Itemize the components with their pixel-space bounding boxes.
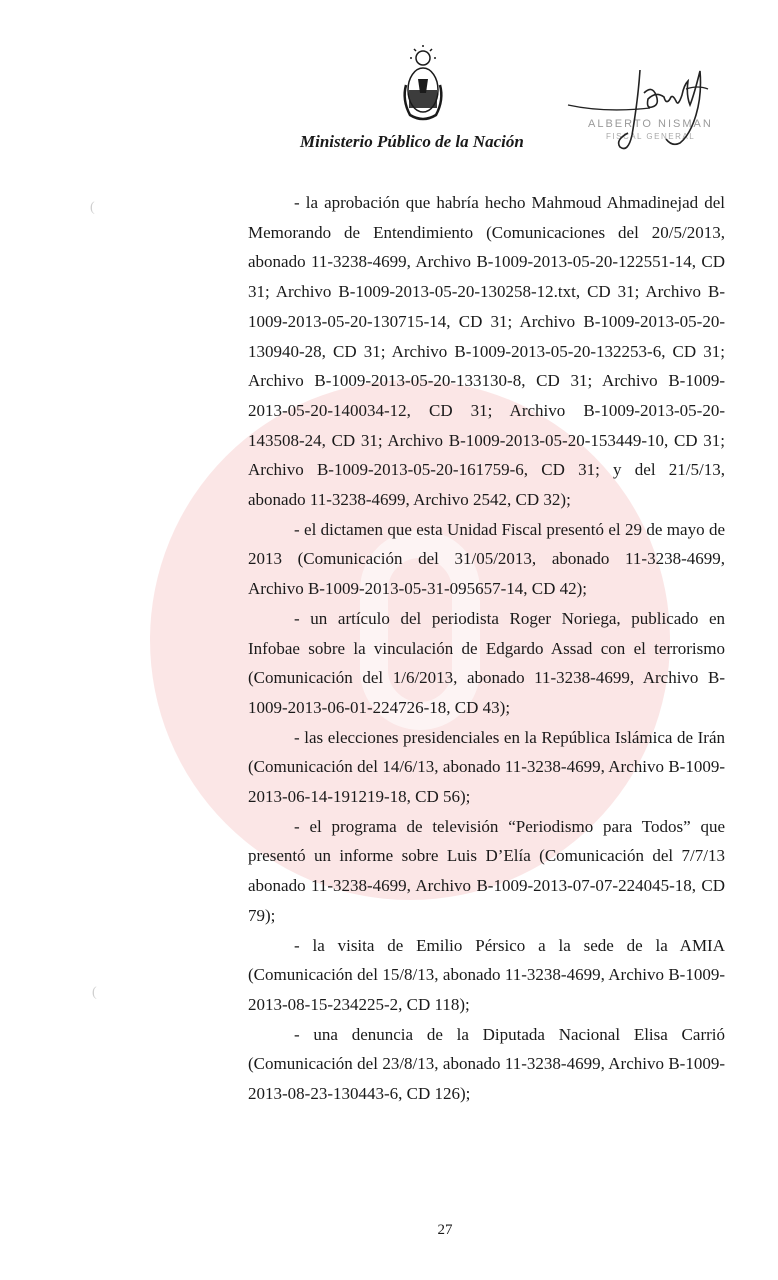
scan-mark: ( (92, 985, 97, 1000)
list-item: - el dictamen que esta Unidad Fiscal presentó el 29 de mayo de 2013 (Comunicación del 31/05/2013, abonado 11-3238-4699, Archivo B-1009-2013-05-31-095657-14, CD 42); (248, 519, 725, 599)
list-item: - las elecciones presidenciales en la República Islámica de Irán (Comunicación del 14/6/13, abonado 11-3238-4699, Archivo B-1009-2013-06-14-191219-18, CD 56); (248, 727, 725, 807)
body-text (248, 188, 725, 1109)
stamp-name: ALBERTO NISMAN (588, 118, 713, 130)
list-item: - la visita de Emilio Pérsico a la sede de la AMIA (Comunicación del 15/8/13, abonado 11-3238-4699, Archivo B-1009-2013-08-15-234225-2, CD 118); (248, 935, 725, 1014)
signature-icon (560, 55, 730, 160)
coat-of-arms-icon (398, 45, 448, 125)
page-number: 27 (437, 1222, 453, 1238)
scan-mark: ( (90, 200, 95, 215)
list-item: - un artículo del periodista Roger Noriega, publicado en Infobae sobre la vinculación de Edgardo Assad con el terrorismo (Comunicación del 1/6/2013, abonado 11-3238-4699, Archivo B-1009-2013-06-01-224726-18, CD 43); (248, 608, 725, 717)
ministry-heading: Ministerio Público de la Nación (300, 132, 524, 151)
list-item: - una denuncia de la Diputada Nacional Elisa Carrió (Comunicación del 23/8/13, abonado 11-3238-4699, Archivo B-1009-2013-08-23-130443-6, CD 126); (248, 1024, 725, 1104)
stamp-title: FISCAL GENERAL (606, 132, 696, 141)
list-item: - el programa de televisión “Periodismo para Todos” que presentó un informe sobre Luis D’Elía (Comunicación del 7/7/13 abonado 11-3238-4699, Archivo B-1009-2013-07-07-224045-18, CD 79); (248, 816, 725, 925)
list-item: - la aprobación que habría hecho Mahmoud Ahmadinejad del Memorando de Entendimiento (Comunicaciones del 20/5/2013, abonado 11-3238-4699, Archivo B-1009-2013-05-20-122551-14, CD 31; Archivo B-1009-2013-05-20-130258-12.txt, CD 31; Archivo B-1009-2013-05-20-130715-14, CD 31; Archivo B-1009-2013-05-20-130940-28, CD 31; Archivo B-1009-2013-05-20-132253-6, CD 31; Archivo B-1009-2013-05-20-133130-8, CD 31; Archivo B-1009-2013-05-20-140034-12, CD 31; Archivo B-1009-2013-05-20-143508-24, CD 31; Archivo B-1009-2013-05-20-153449-10, CD 31; Archivo B-1009-2013-05-20-161759-6, CD 31; y del 21/5/13, abonado 11-3238-4699, Archivo 2542, CD 32); (248, 193, 725, 510)
